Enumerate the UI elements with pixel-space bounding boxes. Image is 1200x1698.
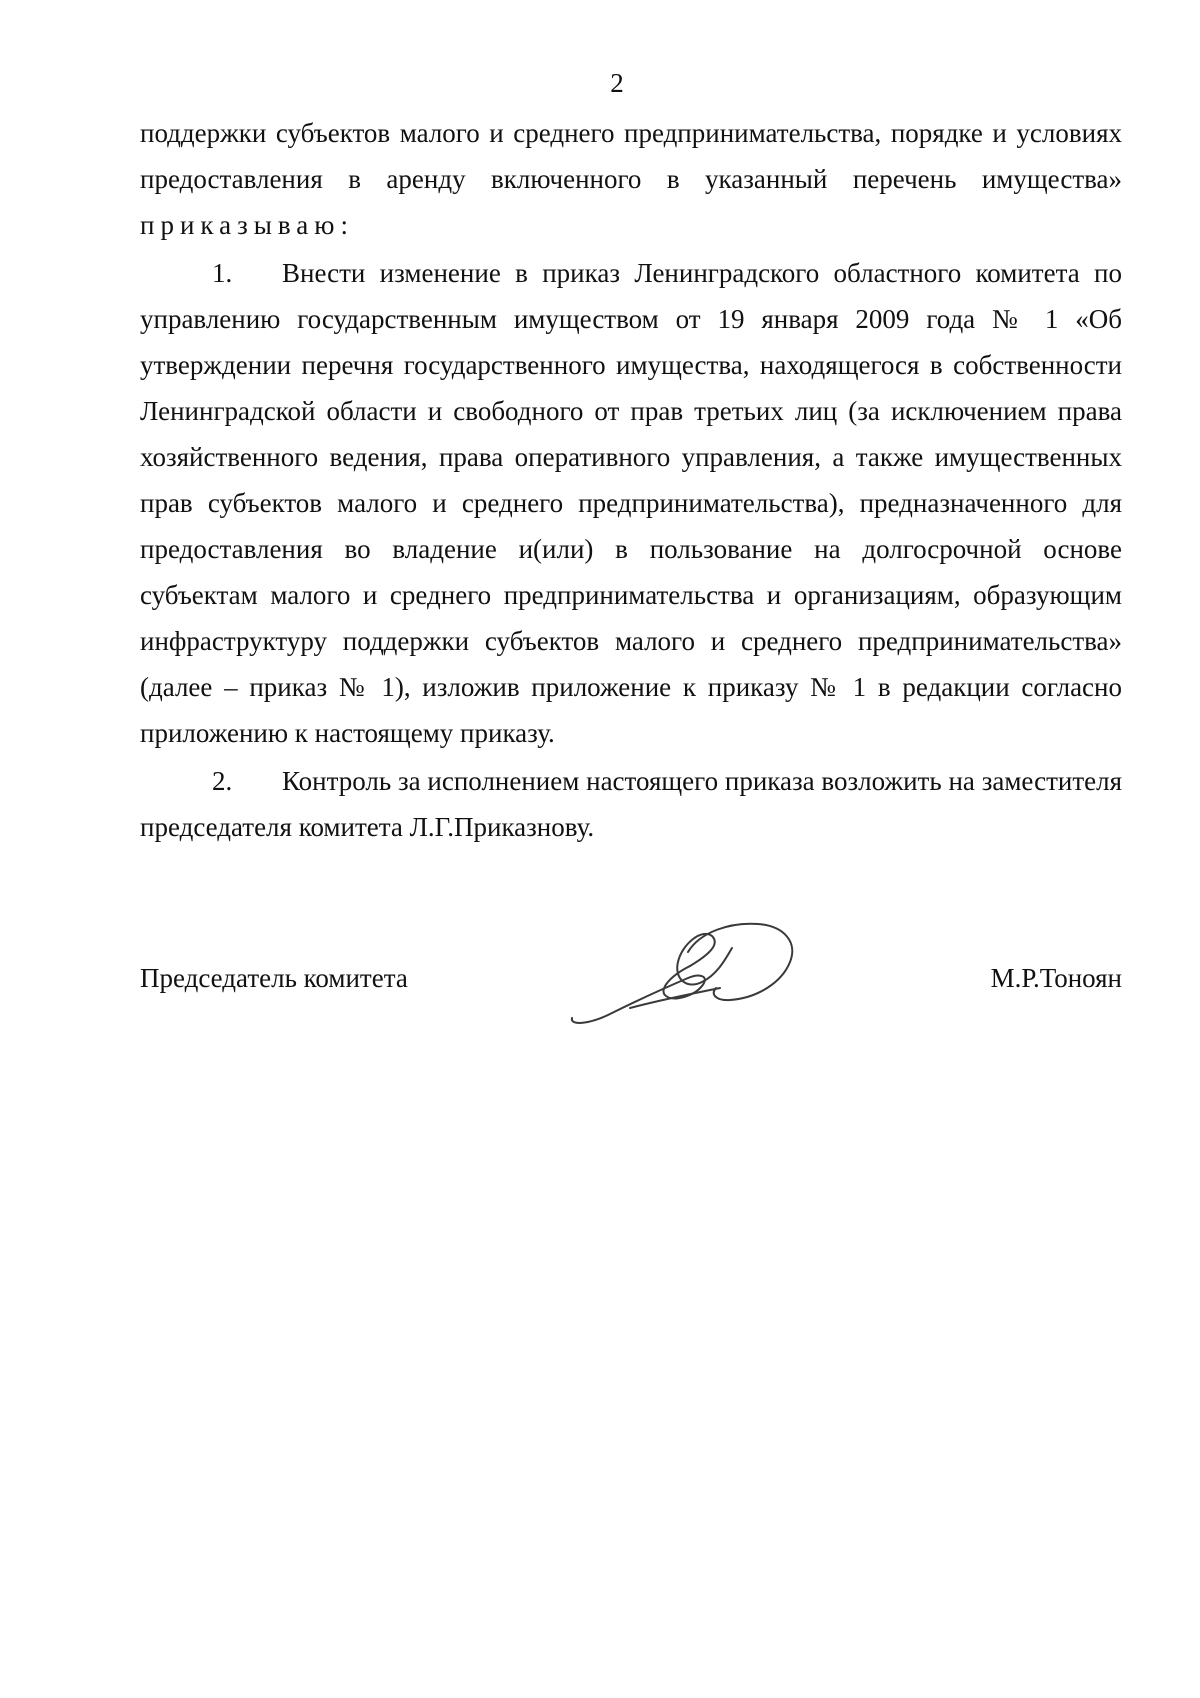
item-text: Контроль за исполнением настоящего приказа возложить на заместителя председателя комитета Л.Г.Приказнову.	[140, 766, 1122, 842]
item-text: Внести изменение в приказ Ленинградского областного комитета по управлению государственным имуществом от 19 января 2009 года № 1 «Об утверждении перечня государственного имущества, находящегося в собственности Ленинградской области и свободного от прав третьих лиц (за исключением права хозяйственного ведения, права оперативного управления, а также имущественных прав субъектов малого и среднего предпринимательства), предназначенного для предоставления во владение и(или) в пользование на долгосрочной основе субъектам малого и среднего предпринимательства и организациям, образующим инфраструктуру поддержки субъектов малого и среднего предпринимательства» (далее – приказ № 1), изложив приложение к приказу № 1 в редакции согласно приложению к настоящему приказу.	[140, 258, 1122, 748]
item-number: 2.	[212, 766, 233, 796]
order-word: приказываю:	[140, 210, 354, 240]
numbered-item-2	[140, 758, 1122, 850]
page-number: 2	[610, 68, 624, 98]
signatory-position: Председатель комитета	[140, 963, 408, 993]
item-number: 1.	[212, 258, 233, 288]
intro-paragraph	[140, 110, 1122, 248]
signatory-name: М.Р.Тоноян	[990, 963, 1122, 993]
intro-text: поддержки субъектов малого и среднего предпринимательства, порядке и условиях предоставления в аренду включенного в указанный перечень имущества»	[140, 118, 1122, 194]
numbered-item-1	[140, 250, 1122, 756]
document-body	[140, 110, 1122, 850]
handwritten-signature-icon	[570, 918, 810, 1028]
